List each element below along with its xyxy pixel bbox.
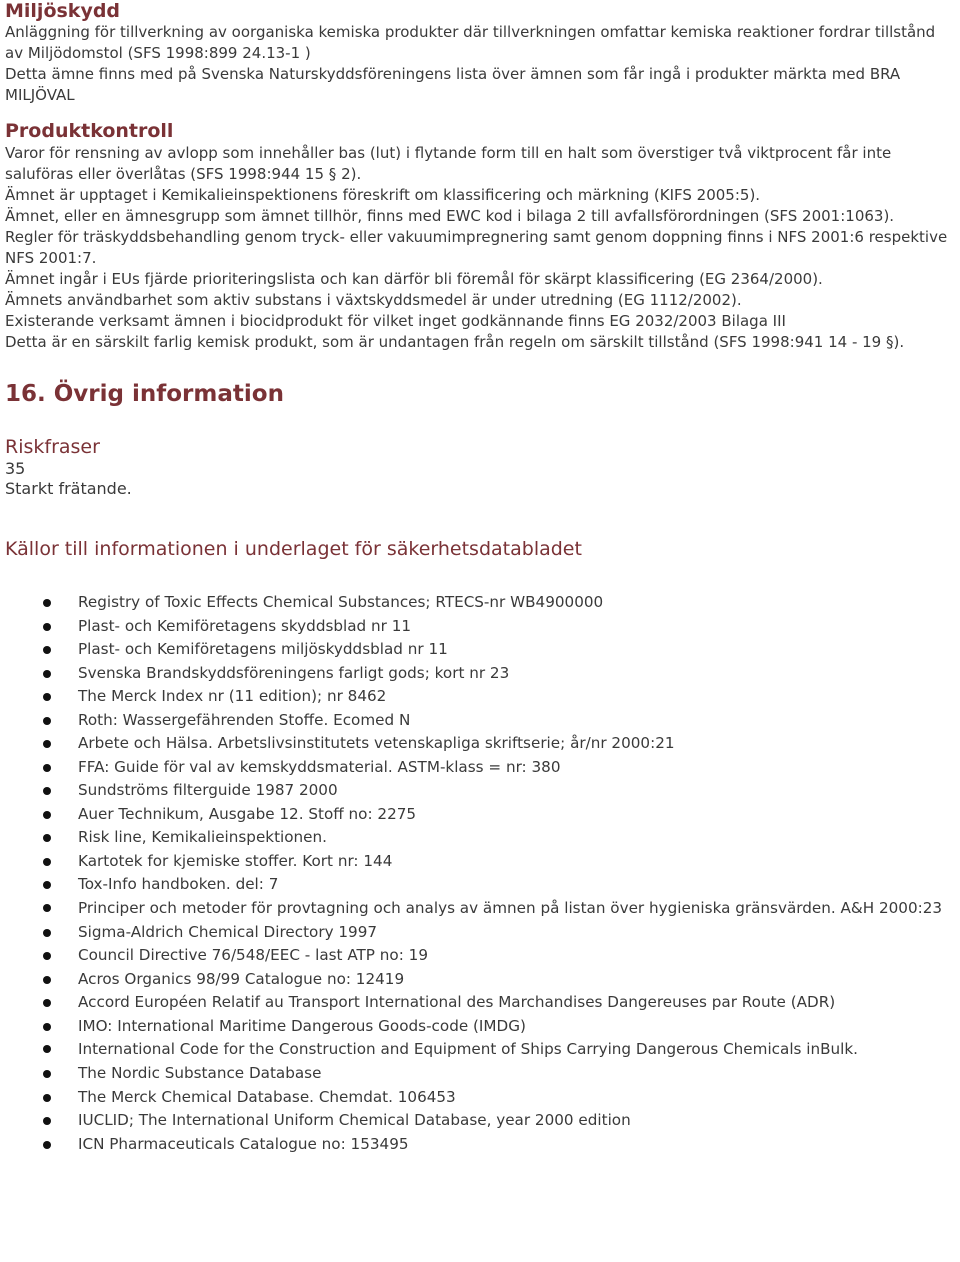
produktkontroll-p1-end: 2). (336, 165, 362, 183)
list-item-text: IUCLID; The International Uniform Chemical Database, year 2000 edition (78, 1111, 631, 1129)
bullet-icon (43, 1070, 51, 1078)
list-item-text: International Code for the Construction and Equipment of Ships Carrying Dangerous Chemicals inBulk. (78, 1040, 859, 1058)
miljoskydd-paragraph-1: Anläggning för tillverkning av oorganiska kemiska produkter där tillverkningen omfattar kemiska reaktioner fordrar tillstånd av Miljödomstol (SFS 1998:899 24.13-1 ) (5, 23, 936, 62)
section-symbol: § (328, 165, 337, 183)
bullet-icon (43, 623, 51, 631)
bullet-icon (43, 599, 51, 607)
list-item (5, 662, 954, 686)
bullet-icon (43, 881, 51, 889)
list-item-text: Sigma-Aldrich Chemical Directory 1997 (78, 922, 378, 941)
list-item-text: Kartotek for kjemiske stoffer. Kort nr: 144 (78, 851, 393, 870)
bullet-icon (43, 1023, 51, 1031)
list-item-text: Roth: Wassergefährenden Stoffe. Ecomed N (78, 710, 411, 729)
produktkontroll-paragraph-6: Ämnets användbarhet som aktiv substans i växtskyddsmedel är under utredning (EG 1112/2002). (5, 291, 742, 309)
produktkontroll-last-text: Detta är en särskilt farlig kemisk produkt, som är undantagen från regeln om särskilt tillstånd (SFS 1998:941 14 - 19 (5, 333, 886, 351)
list-item (5, 1086, 954, 1110)
list-item (5, 803, 954, 827)
miljoskydd-paragraph-2: Detta ämne finns med på Svenska Naturskyddsföreningens lista över ämnen som får ingå i produkter märkta med BRA MILJÖVAL (5, 65, 901, 104)
bullet-icon (43, 670, 51, 678)
list-item (5, 685, 954, 709)
list-item-text: Sundströms filterguide 1987 2000 (78, 781, 338, 799)
bullet-icon (43, 929, 51, 937)
list-item-text: Council Directive 76/548/EEC - last ATP no: 19 (78, 946, 428, 964)
list-item-text: Plast- och Kemiföretagens miljöskyddsblad nr 11 (78, 640, 448, 658)
list-item (5, 591, 954, 615)
section-symbol: § (886, 333, 894, 351)
bullet-icon (43, 1117, 51, 1125)
produktkontroll-p1-text: Varor för rensning av avlopp som innehåller bas (lut) i flytande form till en halt som överstiger två viktprocent får inte saluföras eller överlåtas (SFS 1998:944 15 (5, 144, 892, 183)
list-item (5, 1062, 954, 1086)
bullet-icon (43, 952, 51, 960)
heading-ovrig-information: 16. Övrig information (5, 381, 284, 407)
list-item-text: Risk line, Kemikalieinspektionen. (78, 828, 327, 846)
produktkontroll-paragraph-1 (5, 143, 954, 185)
list-item-text: FFA: Guide för val av kemskyddsmaterial. ASTM-klass = nr: 380 (78, 757, 561, 776)
list-item-text: The Merck Chemical Database. Chemdat. 106453 (78, 1087, 456, 1106)
bullet-icon (43, 693, 51, 701)
list-item-text: Registry of Toxic Effects Chemical Substances; RTECS-nr WB4900000 (78, 593, 604, 611)
produktkontroll-paragraph-4: Regler för träskyddsbehandling genom tryck- eller vakuumimpregnering samt genom doppning finns i NFS 2001:6 respektive NFS 2001:7. (5, 228, 948, 267)
produktkontroll-paragraph-7: Existerande verksamt ämnen i biocidprodukt för vilket inget godkännande finns EG 2032/2003 Bilaga III (5, 312, 786, 330)
bullet-icon (43, 976, 51, 984)
bullet-icon (43, 858, 51, 866)
list-item (5, 615, 954, 639)
heading-riskfraser: Riskfraser (5, 436, 100, 458)
list-item (5, 968, 954, 992)
bullet-icon (43, 834, 51, 842)
bullet-icon (43, 717, 51, 725)
produktkontroll-paragraph-5: Ämnet ingår i EUs fjärde prioriteringslista och kan därför bli föremål för skärpt klassificering (EG 2364/2000). (5, 270, 823, 288)
list-item-text: Auer Technikum, Ausgabe 12. Stoff no: 2275 (78, 804, 417, 823)
bullet-icon (43, 1045, 51, 1053)
list-item (5, 921, 954, 945)
heading-miljoskydd: Miljöskydd (5, 0, 121, 22)
produktkontroll-paragraph-2: Ämnet är upptaget i Kemikalieinspektionens föreskrift om klassificering och märkning (KIFS 2005:5). (5, 186, 761, 204)
list-item-text: Principer och metoder för provtagning och analys av ämnen på listan över hygieniska gränsvärden. A&H 2000:23 (78, 898, 943, 917)
bullet-icon (43, 787, 51, 795)
produktkontroll-last-end: ). (893, 333, 905, 351)
bullet-icon (43, 764, 51, 772)
bullet-icon (43, 740, 51, 748)
list-item (5, 709, 954, 733)
list-item-text: Plast- och Kemiföretagens skyddsblad nr 11 (78, 616, 412, 635)
riskfras-text: Starkt frätande. (5, 479, 132, 498)
list-item-text: Tox-Info handboken. del: 7 (78, 875, 279, 893)
list-item (5, 873, 954, 897)
list-item (5, 826, 954, 850)
list-item (5, 732, 954, 756)
list-item (5, 1133, 954, 1157)
list-item-text: Acros Organics 98/99 Catalogue no: 12419 (78, 969, 405, 988)
list-item-text: Arbete och Hälsa. Arbetslivsinstitutets vetenskapliga skriftserie; år/nr 2000:21 (78, 734, 675, 752)
list-item-text: Accord Européen Relatif au Transport International des Marchandises Dangereuses par Route (ADR) (78, 993, 836, 1011)
heading-produktkontroll: Produktkontroll (5, 120, 174, 142)
list-item (5, 1109, 954, 1133)
list-item (5, 1038, 954, 1062)
list-item-text: ICN Pharmaceuticals Catalogue no: 153495 (78, 1134, 409, 1153)
list-item (5, 944, 954, 968)
bullet-icon (43, 646, 51, 654)
list-item (5, 897, 954, 921)
list-item (5, 850, 954, 874)
produktkontroll-paragraph-3: Ämnet, eller en ämnesgrupp som ämnet tillhör, finns med EWC kod i bilaga 2 till avfallsförordningen (SFS 2001:1063). (5, 207, 895, 225)
list-item (5, 779, 954, 803)
bullet-icon (43, 999, 51, 1007)
list-item (5, 756, 954, 780)
list-item (5, 1015, 954, 1039)
riskfras-code: 35 (5, 459, 26, 478)
list-item-text: The Merck Index nr (11 edition); nr 8462 (78, 687, 387, 705)
list-item-text: Svenska Brandskyddsföreningens farligt gods; kort nr 23 (78, 663, 510, 682)
list-item (5, 991, 954, 1015)
bullet-icon (43, 904, 51, 912)
produktkontroll-paragraph-8 (5, 332, 954, 353)
sources-list (5, 591, 954, 1156)
list-item-text: The Nordic Substance Database (78, 1064, 322, 1082)
bullet-icon (43, 1094, 51, 1102)
heading-kallor: Källor till informationen i underlaget för säkerhetsdatabladet (5, 538, 582, 560)
list-item (5, 638, 954, 662)
bullet-icon (43, 811, 51, 819)
list-item-text: IMO: International Maritime Dangerous Goods-code (IMDG) (78, 1016, 526, 1035)
bullet-icon (43, 1141, 51, 1149)
